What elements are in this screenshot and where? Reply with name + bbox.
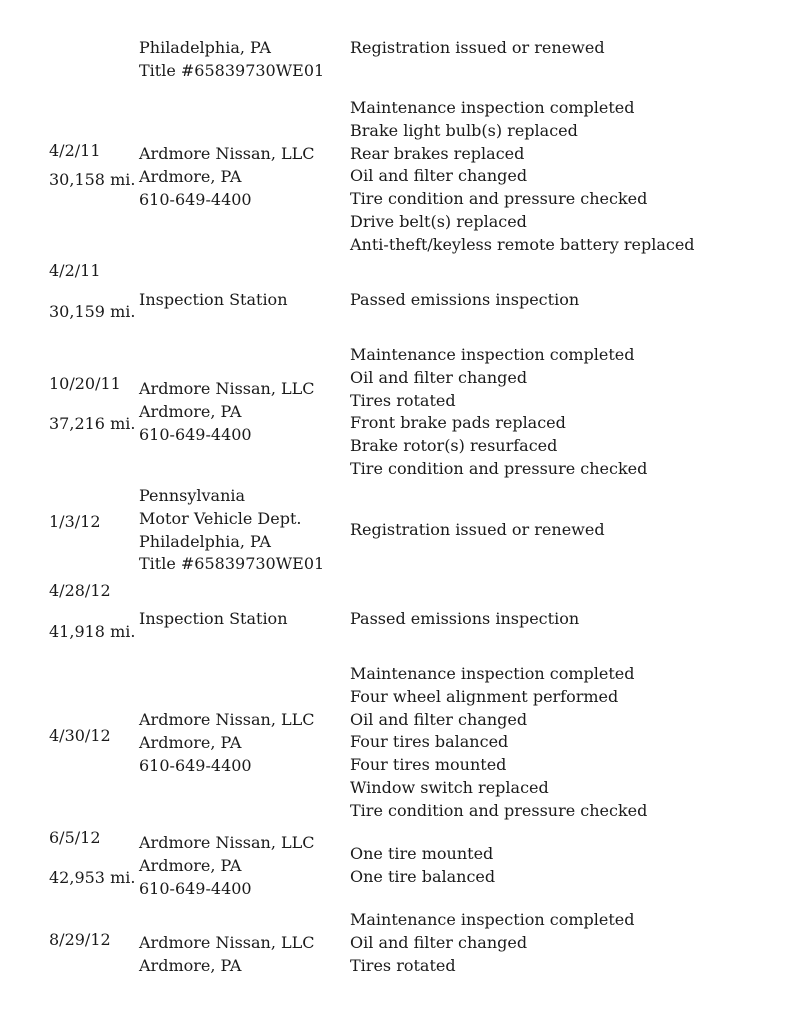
source-line: Ardmore Nissan, LLC <box>139 710 315 729</box>
record-date-mileage <box>49 140 137 192</box>
detail-line: Tire condition and pressure checked <box>350 189 648 209</box>
detail-line: Brake rotor(s) resurfaced <box>350 436 558 456</box>
record-details <box>350 97 780 257</box>
detail-line: Tires rotated <box>350 955 456 975</box>
source-line: Ardmore, PA <box>139 401 242 421</box>
record-date-mileage <box>49 511 137 534</box>
detail-line: Tires rotated <box>350 390 456 410</box>
detail-line: Maintenance inspection completed <box>350 98 635 117</box>
record-mileage: 42,953 mi. <box>49 867 136 887</box>
detail-line: Front brake pads replaced <box>350 413 566 433</box>
detail-line: Four tires balanced <box>350 732 509 752</box>
source-line: Motor Vehicle Dept. <box>139 508 302 528</box>
record-source <box>139 378 347 446</box>
source-line: Pennsylvania <box>139 486 246 505</box>
source-line: Ardmore Nissan, LLC <box>139 933 315 952</box>
detail-line: Four wheel alignment performed <box>350 686 619 706</box>
record-details <box>350 37 780 60</box>
detail-line: Tire condition and pressure checked <box>350 800 648 820</box>
detail-line: One tire balanced <box>350 866 496 886</box>
source-line: Philadelphia, PA <box>139 38 271 57</box>
record-date: 4/28/12 <box>49 581 111 600</box>
record-details <box>350 289 780 312</box>
record-mileage: 41,918 mi. <box>49 621 136 641</box>
record-date: 4/30/12 <box>49 726 111 745</box>
detail-line: Four tires mounted <box>350 755 507 775</box>
detail-line: Oil and filter changed <box>350 932 528 952</box>
record-details <box>350 843 780 889</box>
source-line: Inspection Station <box>139 609 288 628</box>
record-mileage: 37,216 mi. <box>49 413 136 433</box>
detail-line: One tire mounted <box>350 844 494 863</box>
record-date-mileage <box>49 929 137 952</box>
record-details <box>350 909 780 977</box>
record-source <box>139 485 347 576</box>
record-details <box>350 608 780 631</box>
detail-line: Anti-theft/keyless remote battery replaced <box>350 234 695 254</box>
detail-line: Oil and filter changed <box>350 709 528 729</box>
source-line: Ardmore Nissan, LLC <box>139 144 315 163</box>
detail-line: Registration issued or renewed <box>350 520 605 539</box>
record-source <box>139 143 347 211</box>
detail-line: Registration issued or renewed <box>350 38 605 57</box>
record-source <box>139 932 347 978</box>
record-date: 4/2/11 <box>49 141 101 160</box>
source-line: 610-649-4400 <box>139 878 252 898</box>
detail-line: Maintenance inspection completed <box>350 910 635 929</box>
record-details <box>350 663 780 823</box>
detail-line: Maintenance inspection completed <box>350 664 635 683</box>
record-source <box>139 289 347 312</box>
record-source <box>139 608 347 631</box>
record-details <box>350 519 780 542</box>
detail-line: Rear brakes replaced <box>350 143 525 163</box>
record-date: 4/2/11 <box>49 261 101 280</box>
record-details <box>350 344 780 481</box>
record-date: 1/3/12 <box>49 512 101 531</box>
detail-line: Oil and filter changed <box>350 166 528 186</box>
source-line: 610-649-4400 <box>139 755 252 775</box>
record-source <box>139 709 347 777</box>
source-line: Ardmore Nissan, LLC <box>139 833 315 852</box>
record-mileage: 30,159 mi. <box>49 301 136 321</box>
source-line: Ardmore Nissan, LLC <box>139 379 315 398</box>
source-line: Title #65839730WE01 <box>139 60 325 80</box>
record-date-mileage <box>49 725 137 748</box>
record-mileage: 30,158 mi. <box>49 169 136 189</box>
record-date-mileage <box>49 827 137 890</box>
source-line: 610-649-4400 <box>139 189 252 209</box>
record-date-mileage <box>49 260 137 324</box>
detail-line: Passed emissions inspection <box>350 609 580 628</box>
record-source <box>139 832 347 900</box>
detail-line: Oil and filter changed <box>350 367 528 387</box>
source-line: Ardmore, PA <box>139 955 242 975</box>
source-line: Inspection Station <box>139 290 288 309</box>
detail-line: Tire condition and pressure checked <box>350 458 648 478</box>
source-line: Ardmore, PA <box>139 166 242 186</box>
source-line: Title #65839730WE01 <box>139 554 325 574</box>
record-date-mileage <box>49 580 137 644</box>
detail-line: Drive belt(s) replaced <box>350 211 527 231</box>
detail-line: Maintenance inspection completed <box>350 345 635 364</box>
source-line: Ardmore, PA <box>139 732 242 752</box>
source-line: 610-649-4400 <box>139 424 252 444</box>
source-line: Philadelphia, PA <box>139 531 271 551</box>
detail-line: Brake light bulb(s) replaced <box>350 120 578 140</box>
record-date: 10/20/11 <box>49 374 121 393</box>
detail-line: Window switch replaced <box>350 777 549 797</box>
record-source <box>139 37 347 83</box>
record-date: 6/5/12 <box>49 828 101 847</box>
record-date-mileage <box>49 373 137 436</box>
source-line: Ardmore, PA <box>139 855 242 875</box>
record-date: 8/29/12 <box>49 930 111 949</box>
detail-line: Passed emissions inspection <box>350 290 580 309</box>
